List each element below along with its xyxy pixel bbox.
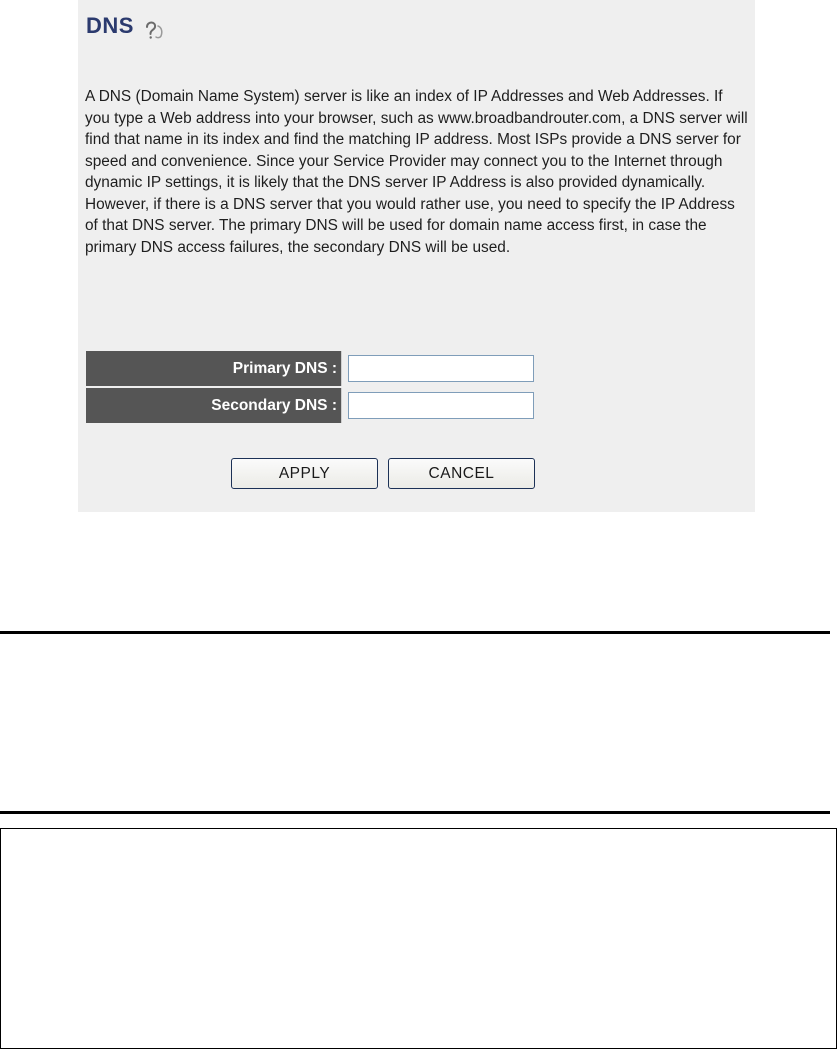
apply-button[interactable]: APPLY: [231, 458, 378, 489]
secondary-dns-row: [86, 388, 550, 423]
page-title: DNS: [86, 13, 134, 38]
primary-dns-cell: [341, 351, 550, 386]
primary-dns-row: [86, 351, 550, 386]
question-mark-icon[interactable]: [141, 18, 167, 40]
title-row: [86, 6, 167, 46]
dns-settings-panel: [78, 0, 755, 512]
dns-fields-table: [86, 351, 550, 425]
secondary-dns-input[interactable]: [348, 392, 534, 419]
action-buttons: [231, 458, 535, 489]
dns-description: A DNS (Domain Name System) server is like an index of IP Addresses and Web Addresses. If you type a Web address into your browser, such as www.broadbandrouter.com, a DNS server will find that name in its index and find the matching IP address. Most ISPs provide a DNS server for speed and convenience. Since your Service Provider may connect you to the Internet through dynamic IP settings, it is likely that the DNS server IP Address is also provided dynamically. However, if there is a DNS server that you would rather use, you need to specify the IP Address of that DNS server. The primary DNS will be used for domain name access first, in case the primary DNS access failures, the secondary DNS will be used.: [85, 88, 748, 256]
horizontal-rule-top: [0, 631, 830, 634]
secondary-dns-label: Secondary DNS :: [86, 388, 341, 423]
primary-dns-input[interactable]: [348, 355, 534, 382]
secondary-dns-cell: [341, 388, 550, 423]
horizontal-rule-bottom: [0, 811, 830, 814]
empty-bordered-box: [0, 828, 837, 1049]
cancel-button[interactable]: CANCEL: [388, 458, 535, 489]
primary-dns-label: Primary DNS :: [86, 351, 341, 386]
